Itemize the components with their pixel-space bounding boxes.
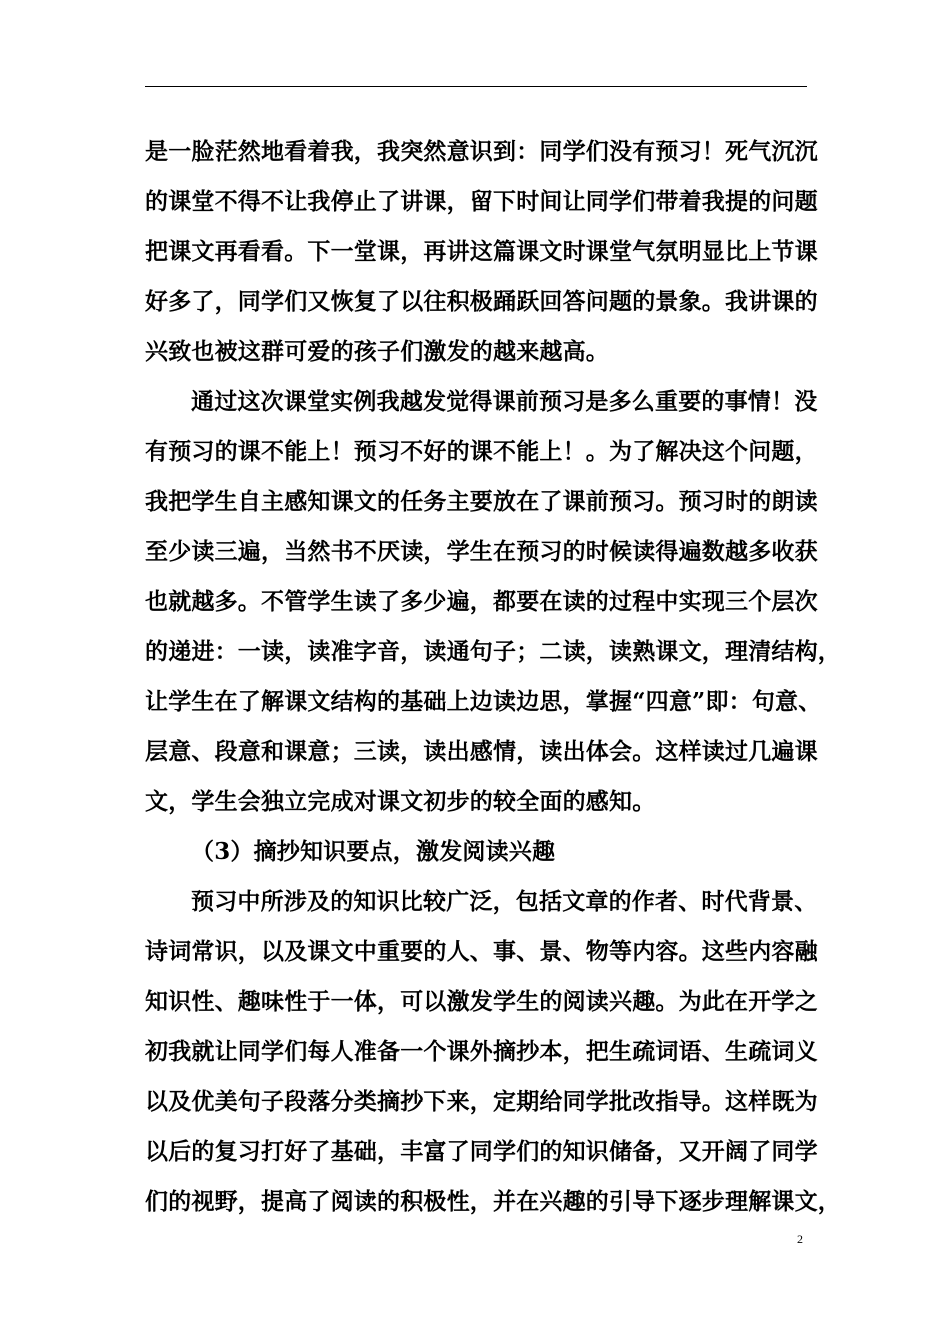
text-line: 我把学生自主感知课文的任务主要放在了课前预习。预习时的朗读 [145,488,818,515]
text-line: 文，学生会独立完成对课文初步的较全面的感知。 [145,788,656,815]
text-line: 知识性、趣味性于一体，可以激发学生的阅读兴趣。为此在开学之 [145,988,818,1015]
text-line: 有预习的课不能上！预习不好的课不能上！。为了解决这个问题， [145,438,818,465]
text-line: 兴致也被这群可爱的孩子们激发的越来越高。 [145,338,609,365]
text-line: 初我就让同学们每人准备一个课外摘抄本，把生疏词语、生疏词义 [145,1038,818,1065]
header-rule [145,86,807,87]
text-line: 把课文再看看。下一堂课，再讲这篇课文时课堂气氛明显比上节课 [145,238,818,265]
paragraph-start-line: （3）摘抄知识要点，激发阅读兴趣 [191,838,556,865]
paragraph-start-line: 通过这次课堂实例我越发觉得课前预习是多么重要的事情！没 [191,388,818,415]
document-body [145,127,841,1227]
text-line: 至少读三遍，当然书不厌读，学生在预习的时候读得遍数越多收获 [145,538,818,565]
text-line: 以及优美句子段落分类摘抄下来，定期给同学批改指导。这样既为 [145,1088,818,1115]
text-line: 是一脸茫然地看着我，我突然意识到：同学们没有预习！死气沉沉 [145,138,818,165]
text-line: 层意、段意和课意；三读，读出感情，读出体会。这样读过几遍课 [145,738,818,765]
text-line: 好多了，同学们又恢复了以往积极踊跃回答问题的景象。我讲课的 [145,288,818,315]
text-line: 诗词常识，以及课文中重要的人、事、景、物等内容。这些内容融 [145,938,818,965]
page-number: 2 [797,1232,803,1246]
text-line: 让学生在了解课文结构的基础上边读边思，掌握“四意”即：句意、 [145,688,822,715]
text-line: 的课堂不得不让我停止了讲课，留下时间让同学们带着我提的问题 [145,188,818,215]
text-line: 的递进：一读，读准字音，读通句子；二读，读熟课文，理清结构， [145,638,841,665]
text-line: 们的视野，提高了阅读的积极性，并在兴趣的引导下逐步理解课文， [145,1188,841,1215]
paragraph-start-line: 预习中所涉及的知识比较广泛，包括文章的作者、时代背景、 [191,888,818,915]
text-line: 也就越多。不管学生读了多少遍，都要在读的过程中实现三个层次 [145,588,818,615]
text-line: 以后的复习打好了基础，丰富了同学们的知识储备，又开阔了同学 [145,1138,818,1165]
